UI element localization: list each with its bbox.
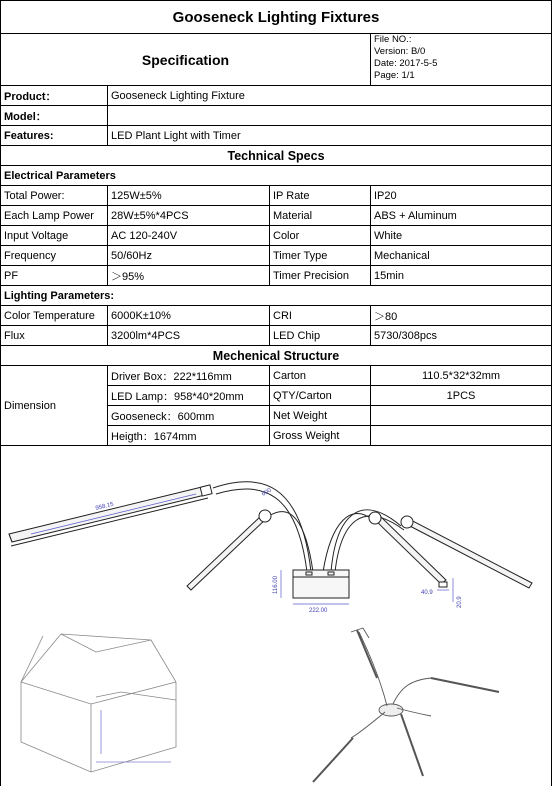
box-width-label: 222.00 [309, 608, 328, 614]
param-label: Gross Weight [270, 426, 371, 446]
param-value: White [371, 226, 552, 246]
param-label: IP Rate [270, 186, 371, 206]
param-value: ＞80 [371, 306, 552, 326]
param-value: Heigth：1674mm [108, 426, 270, 446]
file-no: File NO.: [374, 34, 412, 45]
technical-specs-heading: Technical Specs [1, 146, 552, 166]
param-value: ＞95% [108, 266, 270, 286]
product-value: Gooseneck Lighting Fixture [108, 86, 552, 106]
table-row [1, 326, 552, 346]
table-row [1, 266, 552, 286]
param-value: AC 120-240V [108, 226, 270, 246]
table-row [1, 226, 552, 246]
param-label: Frequency [1, 246, 108, 266]
param-label: QTY/Carton [270, 386, 371, 406]
fixture-front-view [9, 482, 532, 604]
param-label: Each Lamp Power [1, 206, 108, 226]
fixture-top-view [313, 628, 499, 782]
param-label: Net Weight [270, 406, 371, 426]
param-value [371, 406, 552, 426]
param-label: Color [270, 226, 371, 246]
param-label: Total Power: [1, 186, 108, 206]
document-title: Gooseneck Lighting Fixtures [1, 1, 552, 34]
table-row [1, 206, 552, 226]
technical-drawing [0, 442, 552, 786]
param-value: IP20 [371, 186, 552, 206]
end-width-label: 40.9 [421, 590, 433, 596]
end-height-label: 20.9 [457, 596, 463, 608]
param-value: 50/60Hz [108, 246, 270, 266]
lighting-parameters-heading: Lighting Parameters: [1, 286, 552, 306]
param-value: 6000K±10% [108, 306, 270, 326]
param-value: LED Lamp：958*40*20mm [108, 386, 270, 406]
version: Version: B/0 [374, 46, 426, 57]
table-row [1, 306, 552, 326]
param-label: Input Voltage [1, 226, 108, 246]
param-label: Color Temperature [1, 306, 108, 326]
param-value: Driver Box：222*116mm [108, 366, 270, 386]
param-value: Gooseneck：600mm [108, 406, 270, 426]
param-value: 28W±5%*4PCS [108, 206, 270, 226]
product-label: Product： [1, 86, 108, 106]
param-label: Flux [1, 326, 108, 346]
specification-heading: Specification [1, 34, 371, 86]
param-label: PF [1, 266, 108, 286]
param-label: LED Chip [270, 326, 371, 346]
param-label: Carton [270, 366, 371, 386]
model-value [108, 106, 552, 126]
param-label: Material [270, 206, 371, 226]
param-value: ABS + Aluminum [371, 206, 552, 226]
param-value: 125W±5% [108, 186, 270, 206]
model-label: Model： [1, 106, 108, 126]
fixture-drawing-svg [1, 442, 551, 786]
carton-sketch [21, 634, 176, 772]
features-value: LED Plant Light with Timer [108, 126, 552, 146]
document-meta [371, 34, 552, 86]
neck-length-label: 600 [261, 487, 273, 498]
param-label: Timer Type [270, 246, 371, 266]
param-label: CRI [270, 306, 371, 326]
param-value: 5730/308pcs [371, 326, 552, 346]
param-value: 3200lm*4PCS [108, 326, 270, 346]
dimension-label: Dimension [1, 366, 108, 446]
electrical-parameters-heading: Electrical Parameters [1, 166, 552, 186]
param-value: 1PCS [371, 386, 552, 406]
box-height-label: 116.00 [273, 576, 279, 594]
table-row [1, 366, 552, 386]
table-row [1, 186, 552, 206]
param-value: 110.5*32*32mm [371, 366, 552, 386]
param-value: 15min [371, 266, 552, 286]
table-row [1, 246, 552, 266]
features-label: Features: [1, 126, 108, 146]
param-label: Timer Precision [270, 266, 371, 286]
page-number: Page: 1/1 [374, 70, 415, 81]
mechanical-structure-heading: Mechenical Structure [1, 346, 552, 366]
lamp-length-label: 958.15 [95, 501, 115, 512]
param-value: Mechanical [371, 246, 552, 266]
date: Date: 2017-5-5 [374, 58, 438, 69]
